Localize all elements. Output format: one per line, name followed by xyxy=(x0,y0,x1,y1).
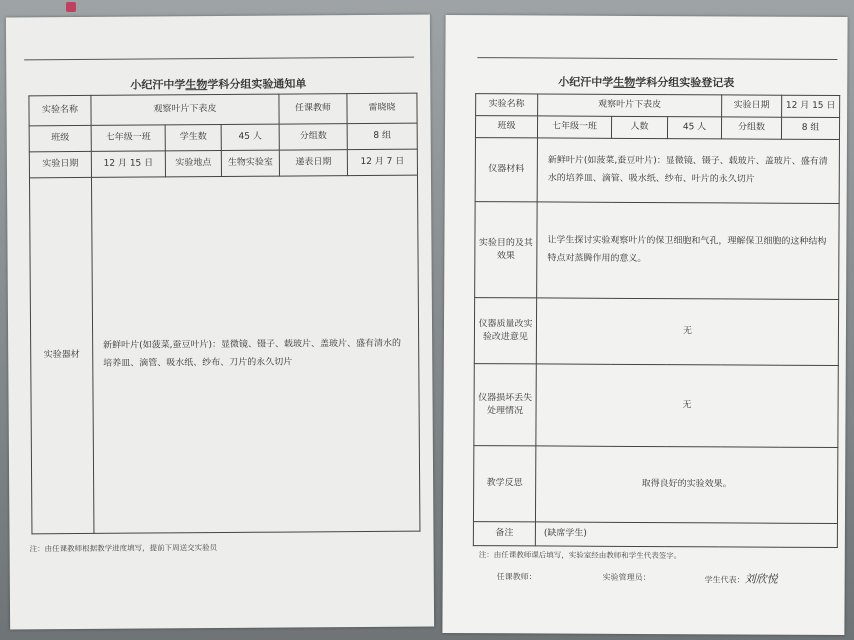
purpose-label: 实验目的及其效果 xyxy=(475,202,538,298)
date-label: 实验日期 xyxy=(722,95,782,117)
notice-table xyxy=(28,93,420,535)
top-rule xyxy=(477,57,837,60)
top-rule xyxy=(24,57,414,61)
exp-name-label: 实验名称 xyxy=(476,94,538,116)
count-value: 45 人 xyxy=(667,117,721,139)
exp-name-value: 观察叶片下表皮 xyxy=(538,94,722,117)
table-row xyxy=(475,202,839,300)
exp-name-value: 观察叶片下表皮 xyxy=(91,94,279,125)
title-school: 小纪汗中学 xyxy=(130,78,186,92)
quality-value: 无 xyxy=(536,298,838,366)
notice-footnote: 注：由任课教师根据教学进度填写，提前下周送交实验员 xyxy=(29,543,218,554)
groups-value: 8 组 xyxy=(781,117,839,139)
sign-admin: 实验管理员： xyxy=(602,572,651,583)
register-sheet xyxy=(442,15,847,635)
students-label: 学生数 xyxy=(165,124,221,150)
title-school: 小纪汗中学 xyxy=(558,75,614,89)
students-value: 45 人 xyxy=(221,124,279,150)
remark-label: 备注 xyxy=(473,522,535,546)
register-footnote: 注：由任课教师课后填写，实验室经由教师和学生代表签字。 xyxy=(478,550,682,561)
class-label: 班级 xyxy=(475,116,537,138)
table-row xyxy=(475,138,839,204)
groups-label: 分组数 xyxy=(279,124,347,150)
instr-value: 新鲜叶片(如菠菜,蚕豆叶片)：显微镜、镊子、载玻片、盖玻片、盛有清水的培养皿、滴管、吸水纸、纱布、叶片的永久切片 xyxy=(537,138,839,204)
teacher-label: 任课教师 xyxy=(279,94,347,124)
table-row xyxy=(29,149,417,178)
table-row xyxy=(474,364,838,448)
class-label: 班级 xyxy=(29,125,91,151)
register-table xyxy=(473,93,840,548)
student-signature: 刘欣悦 xyxy=(744,572,778,586)
place-label: 实验地点 xyxy=(165,150,221,176)
class-value: 七年级一班 xyxy=(537,116,611,138)
class-value: 七年级一班 xyxy=(91,125,165,152)
table-row xyxy=(29,93,417,126)
title-rest: 学科分组实验登记表 xyxy=(635,75,735,90)
feedback-value: 取得良好的实验效果。 xyxy=(535,446,837,524)
sign-teacher: 任课教师： xyxy=(496,572,537,582)
title-subject: 生物 xyxy=(185,78,208,92)
sign-student-label: 学生代表： xyxy=(704,575,745,585)
teacher-value: 雷晓晓 xyxy=(347,93,417,123)
table-row xyxy=(29,123,417,152)
damage-label: 仪器损坏丢失处理情况 xyxy=(474,364,536,446)
place-value: 生物实验室 xyxy=(221,150,279,176)
corner-marker xyxy=(66,2,76,12)
date-value: 12 月 15 日 xyxy=(782,95,840,117)
damage-value: 无 xyxy=(536,364,838,448)
sign-student xyxy=(705,570,778,586)
table-row xyxy=(473,522,837,548)
equip-value: 新鲜叶片(如菠菜,蚕豆叶片)：显微镜、镊子、载玻片、盖玻片、盛有清水的培养皿、滴管、吸水纸、纱布、刀片的永久切片 xyxy=(91,175,419,533)
table-row xyxy=(476,94,840,118)
exp-name-label: 实验名称 xyxy=(29,95,91,125)
title-subject: 生物 xyxy=(613,75,636,89)
quality-label: 仪器质量改实验改进意见 xyxy=(474,298,536,364)
groups-value: 8 组 xyxy=(347,123,417,149)
remark-value: (缺席学生) xyxy=(535,522,837,548)
table-row xyxy=(473,446,837,524)
date-label: 实验日期 xyxy=(29,151,91,177)
notice-sheet xyxy=(6,15,434,630)
title-rest: 学科分组实验通知单 xyxy=(207,77,307,92)
instr-label: 仪器材料 xyxy=(475,138,537,202)
purpose-value: 让学生探讨实验观察叶片的保卫细胞和气孔，理解保卫细胞的这种结构特点对蒸腾作用的意义。 xyxy=(537,202,839,300)
table-row xyxy=(474,298,838,366)
report-label: 递表日期 xyxy=(279,150,347,176)
count-label: 人数 xyxy=(611,116,667,138)
feedback-label: 教学反思 xyxy=(473,446,535,522)
groups-label: 分组数 xyxy=(721,117,781,139)
notice-title xyxy=(6,75,430,94)
register-title xyxy=(445,73,847,91)
equip-label: 实验器材 xyxy=(29,177,93,533)
date-value: 12 月 15 日 xyxy=(91,151,165,178)
report-value: 12 月 7 日 xyxy=(347,149,417,175)
table-row xyxy=(475,116,839,140)
table-row xyxy=(29,175,419,534)
